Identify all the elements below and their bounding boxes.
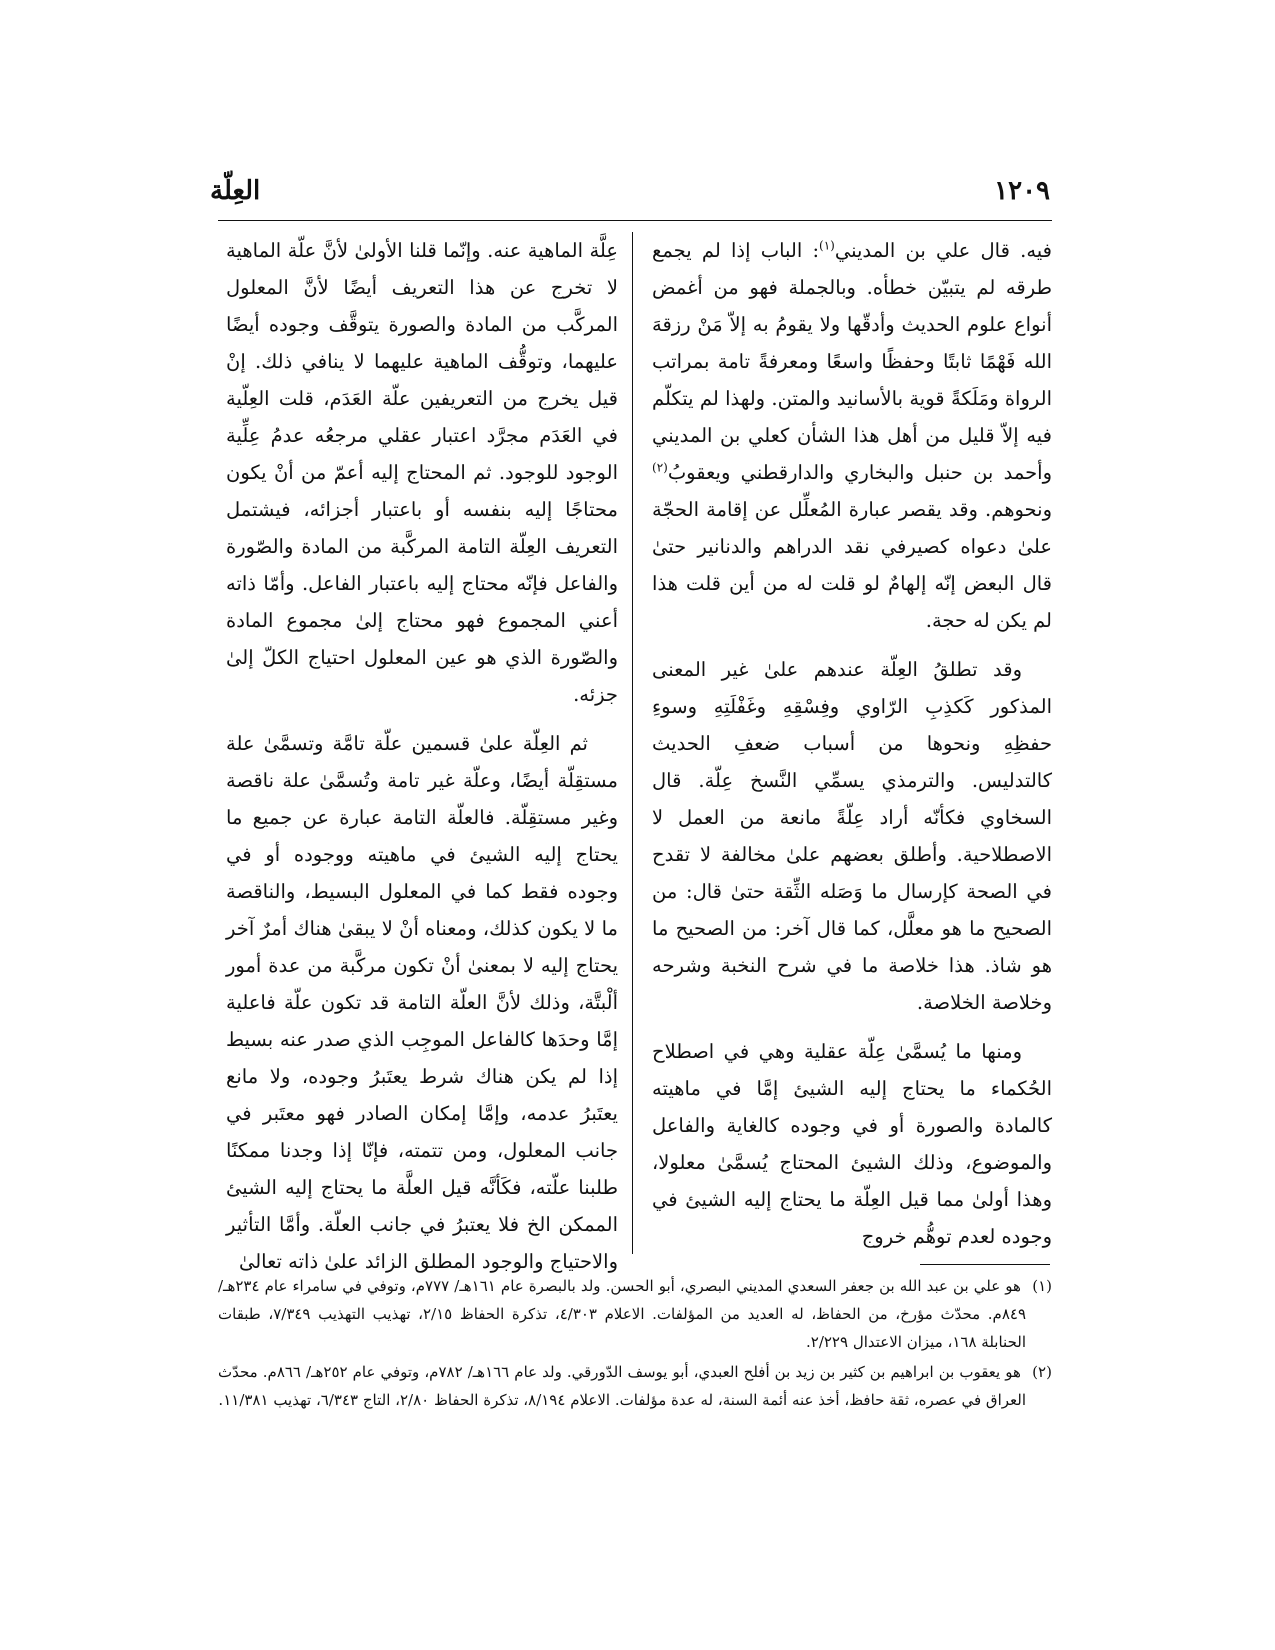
footnote-text: هو علي بن عبد الله بن جعفر السعدي المديني البصري، أبو الحسن. ولد بالبصرة عام ١٦١هـ/ ٧٧٧م، وتوفي في سامراء عام ٢٣٤هـ/ ٨٤٩م. محدّث مؤرخ، من الحفاظ، له العديد من المؤلفات. الاعلام ٤/٣٠٣، تذكرة الحفاظ ٢/١٥، تهذيب التهذيب ٧/٣٤٩، طبقات الحنابلة ١٦٨، ميزان الاعتدال ٢/٢٢٩. [218, 1277, 1027, 1351]
footnote [218, 1272, 1052, 1356]
running-head [210, 176, 1050, 218]
running-title: العِلّة [210, 176, 261, 206]
footnote [218, 1358, 1052, 1414]
text-run: فيه. قال علي بن المديني [834, 239, 1052, 262]
footnote-text: هو يعقوب بن ابراهيم بن كثير بن زيد بن أفلح العبدي، أبو يوسف الدّورقي. ولد عام ١٦٦هـ/ ٧٨٢م، وتوفي عام ٢٥٢هـ/ ٨٦٦م. محدّث العراق في عصره، ثقة حافظ، أخذ عنه أئمة السنة، له عدة مؤلفات. الاعلام ٨/١٩٤، تذكرة الحفاظ ٢/٨٠، التاج ٦/٣٤٣، تهذيب ١١/٣٨١. [218, 1363, 1026, 1409]
text-run: ونحوهم. وقد يقصر عبارة المُعلِّل عن إقامة الحجّة علىٰ دعواه كصيرفي نقد الدراهم والدنانير حتىٰ قال البعض إنّه إلهامٌ لو قلت له من أين قلت هذا لم يكن له حجة. [652, 498, 1052, 632]
left-column [226, 232, 618, 1292]
column-divider [632, 232, 633, 1254]
paragraph: وقد تطلقُ العِلّة عندهم علىٰ غير المعنى المذكور كَكذِبِ الرّاوي وفِسْقِهِ وغَفْلَتِهِ وسوءِ حفظِهِ ونحوها من أسباب ضعفِ الحديث كالتدليس. والترمذي يسمِّي النَّسخ عِلّة. قال السخاوي فكأنّه أراد عِلّةً مانعة من العمل لا الاصطلاحية. وأطلق بعضهم علىٰ مخالفة لا تقدح في الصحة كإرسال ما وَصَله الثِّقة حتىٰ قال: من الصحيح ما هو معلَّل، كما قال آخر: من الصحيح ما هو شاذ. هذا خلاصة ما في شرح النخبة وشرحه وخلاصة الخلاصة. [652, 658, 1052, 1014]
footnote-number: (٢) [1032, 1363, 1052, 1381]
footnotes [218, 1272, 1052, 1416]
right-column [652, 232, 1052, 1267]
footnote-reference: (١) [819, 238, 835, 253]
footnote-number: (١) [1032, 1277, 1052, 1295]
paragraph [652, 232, 1052, 639]
page-number: ١٢٠٩ [994, 176, 1050, 206]
paragraph: ومنها ما يُسمَّىٰ عِلّة عقلية وهي في اصطلاح الحُكماء ما يحتاج إليه الشيئ إمَّا في ماهيته كالمادة والصورة أو في وجوده كالغاية والفاعل والموضوع، وذلك الشيئ المحتاج يُسمَّىٰ معلولا، وهذا أولىٰ مما قيل العِلّة ما يحتاج إليه الشيئ في وجوده لعدم توهُّم خروج [652, 1040, 1052, 1248]
text-run: : الباب إذا لم يجمع طرقه لم يتبيّن خطأه. وبالجملة فهو من أغمض أنواع علوم الحديث وأدقّها ولا يقومُ به إلاّ مَنْ رزقهَ الله فَهْمًا ثابتًا وحفظًا واسعًا ومعرفةً تامة بمراتب الرواة ومَلَكةً قوية بالأسانيد والمتن. ولهذا لم يتكلّم فيه إلاّ قليل من أهل هذا الشأن كعلي بن المديني وأحمد بن حنبل والبخاري والدارقطني ويعقوبُ [652, 239, 1052, 484]
header-rule [218, 220, 1052, 221]
paragraph: ثم العِلّة علىٰ قسمين علّة تامَّة وتسمَّىٰ علة مستقِلّة أيضًا، وعلّة غير تامة وتُسمَّىٰ علة ناقصة وغير مستقِلّة. فالعلّة التامة عبارة عن جميع ما يحتاج إليه الشيئ في ماهيته ووجوده أو في وجوده فقط كما في المعلول البسيط، والناقصة ما لا يكون كذلك، ومعناه أنْ لا يبقىٰ هناك أمرٌ آخر يحتاج إليه لا بمعنىٰ أنْ تكون مركَّبة من عدة أمور ألْبتَّة، وذلك لأنَّ العلّة التامة قد تكون علّة فاعلية إمَّا وحدَها كالفاعل الموجِب الذي صدر عنه بسيط إذا لم يكن هناك شرط يعتَبرُ وجوده، ولا مانع يعتَبرُ عدمه، وإمَّا إمكان الصادر فهو معتَبر في جانب المعلول، ومن تتمته، فإنّا إذا وجدنا ممكنًا طلبنا علّته، فكَأنَّه قيل العلَّة ما يحتاج إليه الشيئ الممكن الخ فلا يعتبرُ في جانب العلّة. وأمَّا التأثير والاحتياج والوجود المطلق الزائد علىٰ ذاته تعالىٰ [226, 732, 618, 1273]
footnote-separator [920, 1264, 1050, 1265]
paragraph: عِلَّة الماهية عنه. وإنّما قلنا الأولىٰ لأنَّ علّة الماهية لا تخرج عن هذا التعريف أيضًا لأنَّ المعلول المركَّب من المادة والصورة يتوقَّف وجوده أيضًا عليهما، وتوقُّف الماهية عليهما لا ينافي ذلك. إنْ قيل يخرج من التعريفين علّة العَدَم، قلت العِلّية في العَدَم مجرَّد اعتبار عقلي مرجعُه عدمُ عِلِّية الوجود للوجود. ثم المحتاج إليه أعمّ من أنْ يكون محتاجًا إليه بنفسه أو باعتبار أجزائه، فيشتمل التعريف العِلّة التامة المركَّبة من المادة والصّورة والفاعل فإنّه محتاج إليه باعتبار الفاعل. وأمّا ذاته أعني المجموع فهو محتاج إلىٰ مجموع المادة والصّورة الذي هو عين المعلول احتياج الكلّ إلىٰ جزئه. [226, 239, 618, 706]
footnote-reference: (٢) [652, 460, 668, 475]
